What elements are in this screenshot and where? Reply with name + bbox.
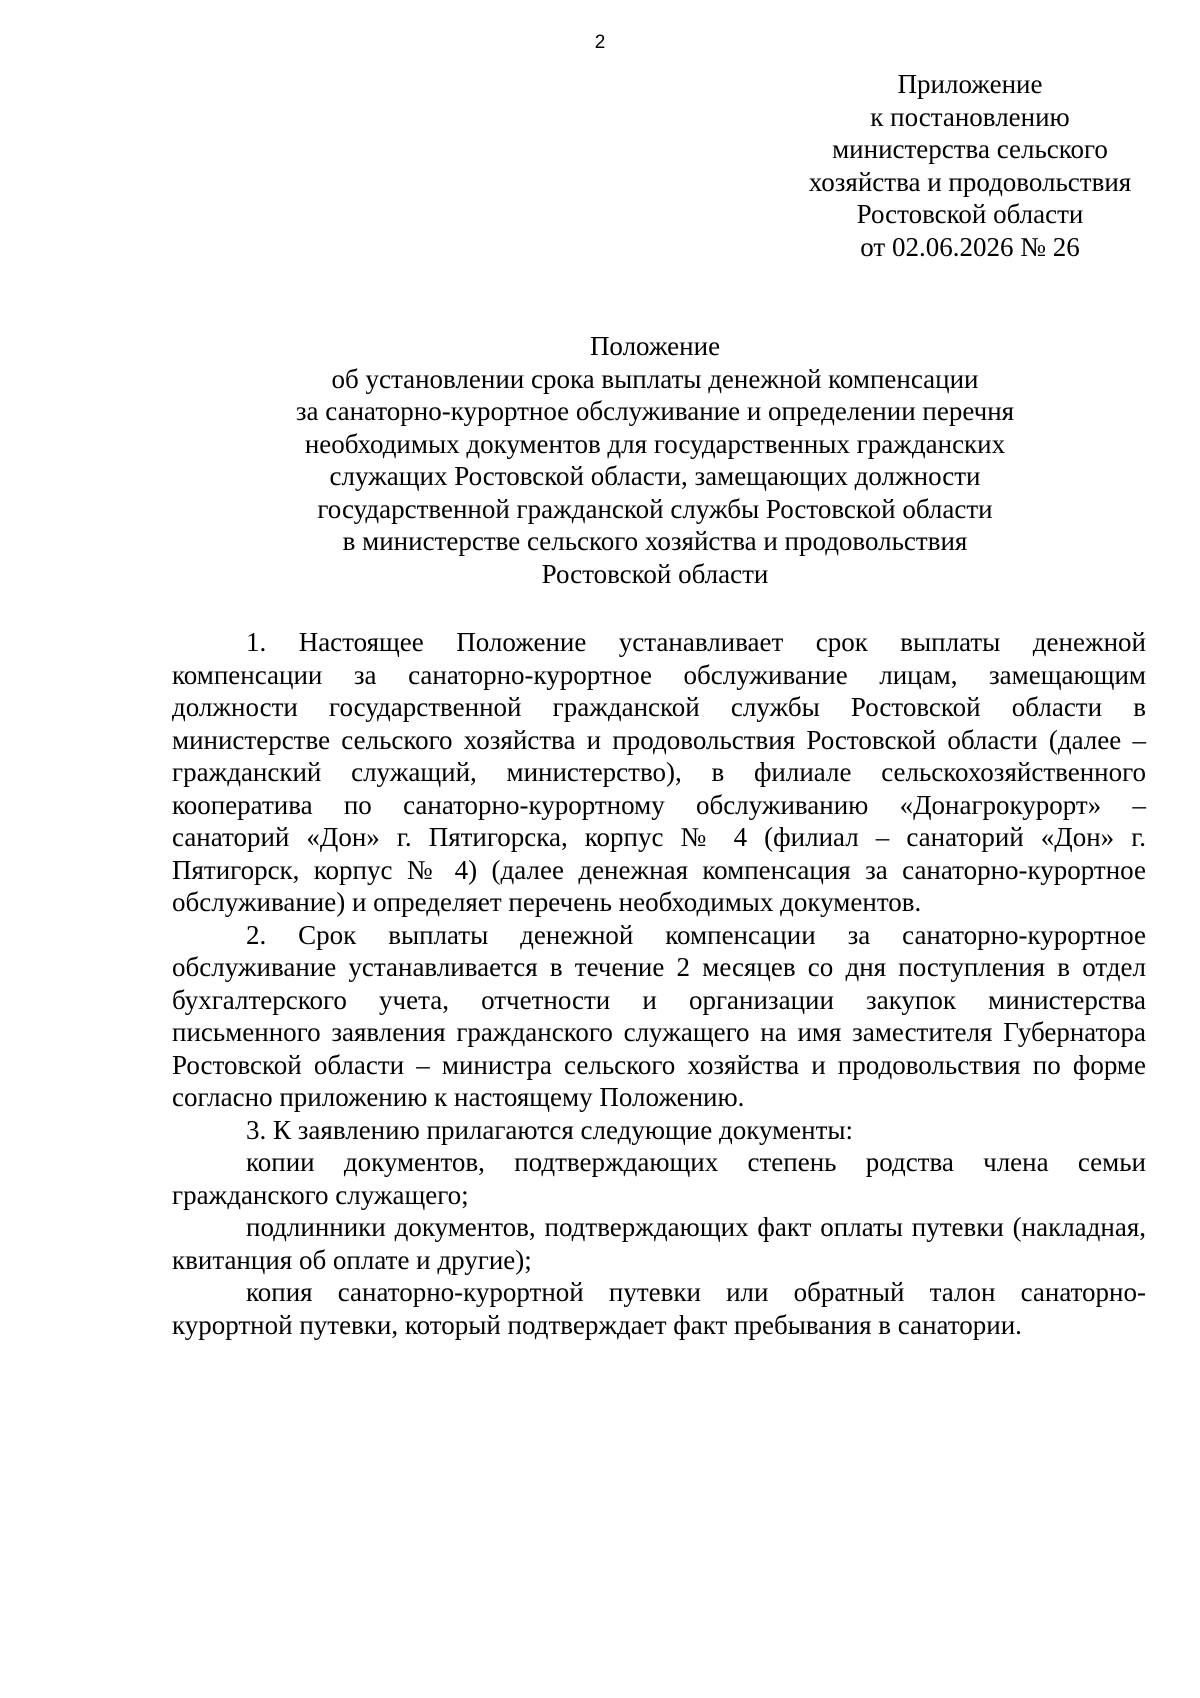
appendix-header: [790, 68, 1150, 263]
list-item-document-copies: копии документов, подтверждающих степень родства члена семьи гражданского служащего;: [172, 1147, 1146, 1210]
appendix-line: к постановлению: [870, 101, 1070, 132]
list-item-voucher-copy: копия санаторно-курортной путевки или обратный талон санаторно-курортной путевки, который подтверждает факт пребывания в санатории.: [172, 1277, 1146, 1340]
appendix-line: хозяйства и продовольствия: [808, 166, 1132, 197]
title-line: об установлении срока выплаты денежной компенсации: [331, 363, 979, 394]
paragraph-2: 2. Срок выплаты денежной компенсации за санаторно-курортное обслуживание устанавливается в течение 2 месяцев со дня поступления в отдел бухгалтерского учета, отчетности и организации закупок министерства письменного заявления гражданского служащего на имя заместителя Губернатора Ростовской области – министра сельского хозяйства и продовольствия по форме согласно приложению к настоящему Положению.: [172, 919, 1146, 1112]
title-line: необходимых документов для государственных гражданских: [304, 428, 1006, 459]
page-number: 2: [594, 32, 606, 53]
document-body: [172, 626, 1146, 1341]
appendix-line: Ростовской области: [856, 199, 1084, 229]
paragraph-3: 3. К заявлению прилагаются следующие документы:: [246, 1114, 854, 1145]
appendix-line: Приложение: [897, 69, 1043, 99]
list-item-payment-originals: подлинники документов, подтверждающих факт оплаты путевки (накладная, квитанция об оплате и другие);: [172, 1212, 1146, 1275]
appendix-line: министерства сельского: [832, 134, 1108, 164]
document-title: [160, 330, 1150, 590]
title-line: Ростовской области: [541, 558, 769, 589]
title-line: служащих Ростовской области, замещающих должности: [329, 461, 981, 491]
title-line: Положение: [589, 331, 721, 361]
title-line: за санаторно-курортное обслуживание и определении перечня: [295, 396, 1015, 426]
title-line: государственной гражданской службы Ростовской области: [317, 493, 993, 524]
title-line: в министерстве сельского хозяйства и продовольствия: [342, 526, 968, 556]
paragraph-1: 1. Настоящее Положение устанавливает срок выплаты денежной компенсации за санаторно-курортное обслуживание лицам, замещающим должности государственной гражданской службы Ростовской области в министерстве сельского хозяйства и продовольствия Ростовской области (далее – гражданский служащий, министерство), в филиале сельскохозяйственного кооператива по санаторно-курортному обслуживанию «Донагрокурорт» – санаторий «Дон» г. Пятигорска, корпус № 4 (филиал – санаторий «Дон» г. Пятигорск, корпус № 4) (далее денежная компенсация за санаторно-курортное обслуживание) и определяет перечень необходимых документов.: [172, 627, 1146, 917]
appendix-line: от 02.06.2026 № 26: [860, 231, 1080, 262]
